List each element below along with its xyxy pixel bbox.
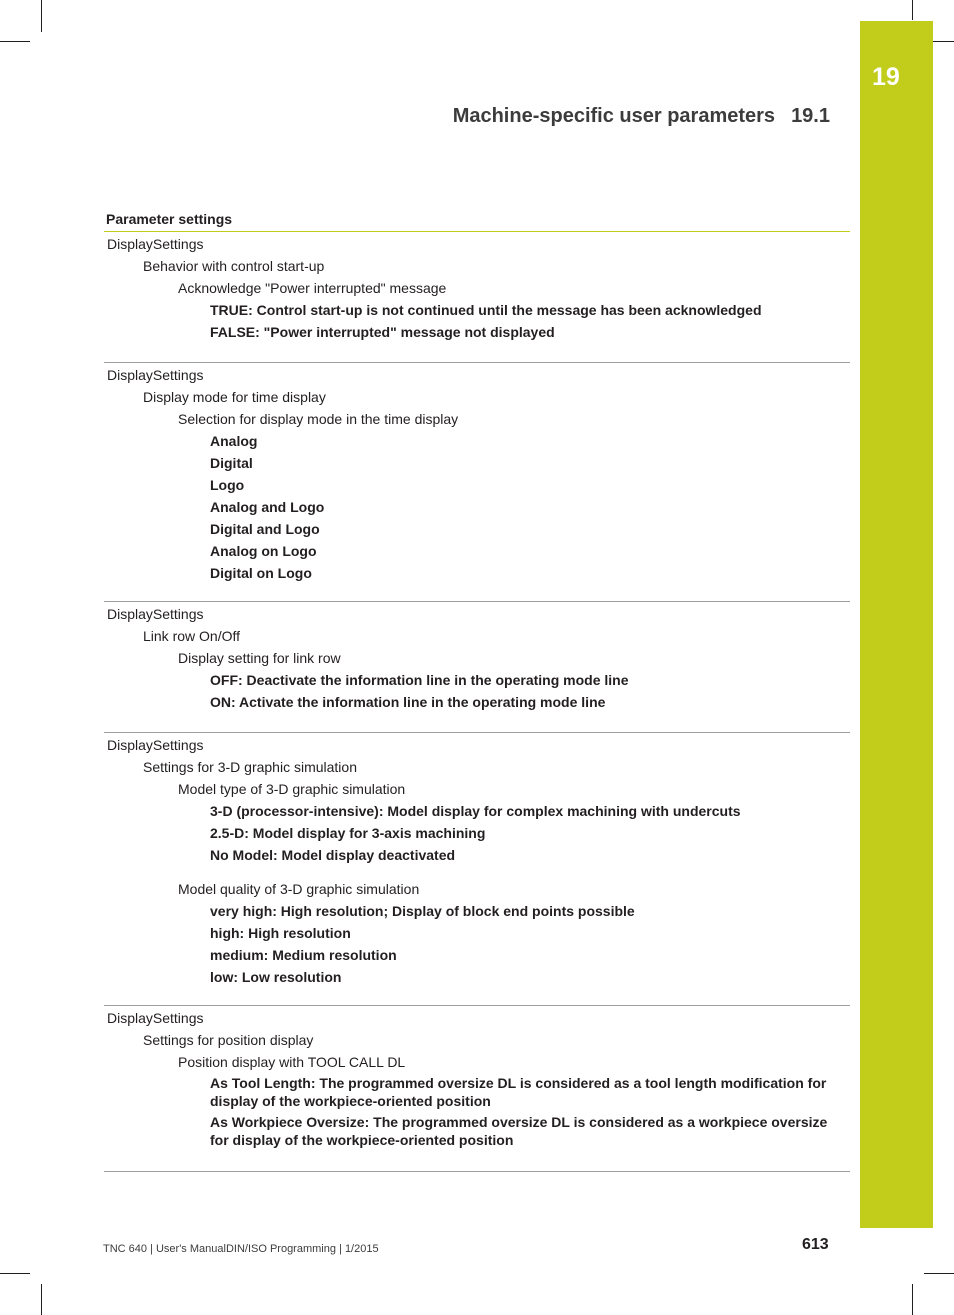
section-number: 19.1 [791, 105, 830, 127]
option-item: TRUE: Control start-up is not continued until the message has been acknowledged [210, 302, 762, 318]
parameter-label: Selection for display mode in the time display [178, 411, 459, 427]
category-label: DisplaySettings [107, 606, 204, 622]
option-item: 2.5-D: Model display for 3-axis machining [210, 825, 486, 841]
option-item: Digital and Logo [210, 521, 320, 537]
parameter-block [104, 603, 850, 733]
crop-mark [41, 0, 42, 32]
option-item: Digital [210, 455, 253, 471]
parameter-block [104, 233, 850, 363]
group-label: Settings for 3-D graphic simulation [143, 759, 357, 775]
parameter-block [104, 1007, 850, 1172]
parameter-label: Display setting for link row [178, 650, 341, 666]
option-item: Analog [210, 433, 258, 449]
group-label: Link row On/Off [143, 628, 241, 644]
option-item: FALSE: "Power interrupted" message not displayed [210, 324, 555, 340]
option-item: Analog and Logo [210, 499, 325, 515]
option-item: Logo [210, 477, 245, 493]
crop-mark [912, 0, 913, 20]
option-item: As Workpiece Oversize: The programmed oversize DL is considered as a workpiece oversize for display of the workpiece-oriented position [210, 1114, 828, 1148]
group-label: Settings for position display [143, 1032, 314, 1048]
option-item: OFF: Deactivate the information line in the operating mode line [210, 672, 629, 688]
parameter-block [104, 364, 850, 602]
spacer [104, 866, 850, 878]
parameter-block [104, 734, 850, 1006]
option-item: Analog on Logo [210, 543, 317, 559]
option-item: As Tool Length: The programmed oversize DL is considered as a tool length modification for display of the workpiece-oriented position [210, 1075, 827, 1109]
section-title: Machine-specific user parameters [452, 105, 776, 127]
parameter-label: Model type of 3-D graphic simulation [178, 781, 406, 797]
category-label: DisplaySettings [107, 737, 204, 753]
crop-mark [0, 41, 30, 42]
parameter-label: Acknowledge "Power interrupted" message [178, 280, 447, 296]
crop-mark [41, 1284, 42, 1315]
crop-mark [924, 1273, 954, 1274]
option-item: medium: Medium resolution [210, 947, 397, 963]
crop-mark [912, 1284, 913, 1315]
running-header [453, 103, 830, 129]
page-number: 613 [802, 1236, 829, 1253]
crop-mark [0, 1273, 30, 1274]
chapter-number: 19 [872, 63, 900, 91]
category-label: DisplaySettings [107, 236, 204, 252]
option-item: very high: High resolution; Display of block end points possible [210, 903, 635, 919]
parameter-label: Position display with TOOL CALL DL [178, 1054, 406, 1070]
option-item: high: High resolution [210, 925, 351, 941]
option-item: ON: Activate the information line in the operating mode line [210, 694, 606, 710]
category-label: DisplaySettings [107, 367, 204, 383]
option-item: 3-D (processor-intensive): Model display for complex machining with undercuts [210, 803, 741, 819]
chapter-tab [860, 21, 933, 1228]
category-label: DisplaySettings [107, 1010, 204, 1026]
option-item: No Model: Model display deactivated [210, 847, 456, 863]
option-item: Digital on Logo [210, 565, 312, 581]
option-item: low: Low resolution [210, 969, 342, 985]
parameter-label: Model quality of 3-D graphic simulation [178, 881, 420, 897]
parameter-settings-heading: Parameter settings [104, 209, 850, 232]
parameter-table [104, 209, 850, 1172]
footer-text: TNC 640 | User's ManualDIN/ISO Programming | 1/2015 [103, 1243, 379, 1255]
group-label: Display mode for time display [143, 389, 326, 405]
group-label: Behavior with control start-up [143, 258, 325, 274]
